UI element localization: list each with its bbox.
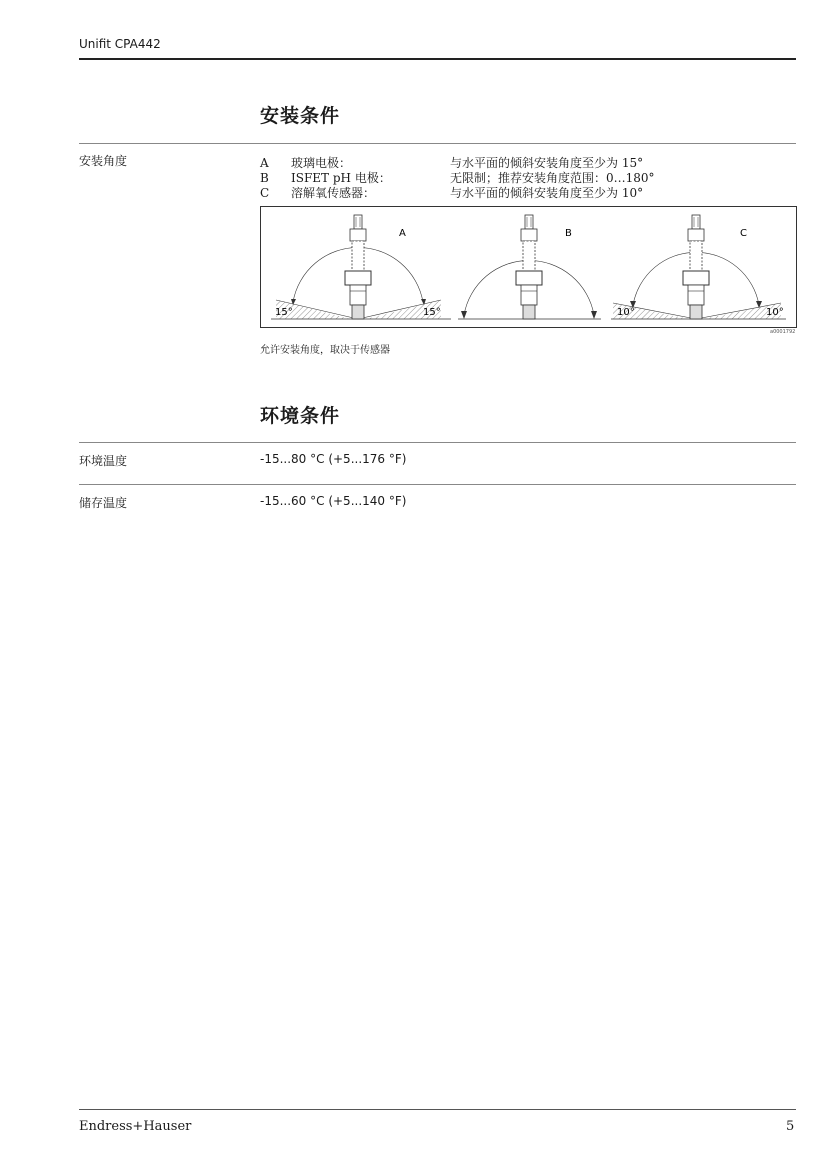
panel-label-b: B [565,228,572,239]
footer-rule [79,1109,796,1110]
legend-name: 玻璃电极： [291,156,352,170]
legend-desc: 与水平面的倾斜安装角度至少为 15° [450,156,644,170]
footer-brand: Endress+Hauser [79,1119,192,1134]
angle-label-c-left: 10° [617,307,635,318]
legend-key: A [260,156,269,170]
figure-drawing [261,207,796,327]
ambient-temperature-label: 环境温度 [79,454,128,468]
panel-label-c: C [740,228,747,239]
figure-code: a0001792 [770,329,796,335]
row-rule [79,484,796,485]
legend-desc: 无限制；推荐安装角度范围：0…180° [450,171,655,185]
storage-temperature-label: 储存温度 [79,496,128,510]
legend-row-b [260,171,795,185]
figure-caption: 允许安装角度，取决于传感器 [260,345,390,356]
page-number: 5 [786,1119,795,1134]
panel-a [271,215,451,319]
angle-label-a-left: 15° [275,307,293,318]
installation-angle-figure [260,206,797,328]
panel-b [458,215,601,319]
legend-row-a [260,156,795,170]
section-rule [79,143,796,144]
legend-name: 溶解氧传感器： [291,186,376,200]
installation-heading: 安装条件 [260,105,341,127]
ambient-temperature-value: -15...80 °C (+5...176 °F) [260,452,407,466]
section-rule [79,442,796,443]
legend-key: C [260,186,270,200]
panel-c [611,215,786,319]
header-rule [79,58,796,60]
angle-label-c-right: 10° [766,307,784,318]
storage-temperature-value: -15...60 °C (+5...140 °F) [260,494,407,508]
angle-label-a-right: 15° [423,307,441,318]
installation-angle-label: 安装角度 [79,154,128,168]
legend-key: B [260,171,269,185]
legend-row-c [260,186,795,200]
legend-desc: 与水平面的倾斜安装角度至少为 10° [450,186,644,200]
legend-name: ISFET pH 电极： [291,171,391,185]
panel-label-a: A [399,228,406,239]
environment-heading: 环境条件 [260,405,341,427]
document-title: Unifit CPA442 [79,37,161,51]
